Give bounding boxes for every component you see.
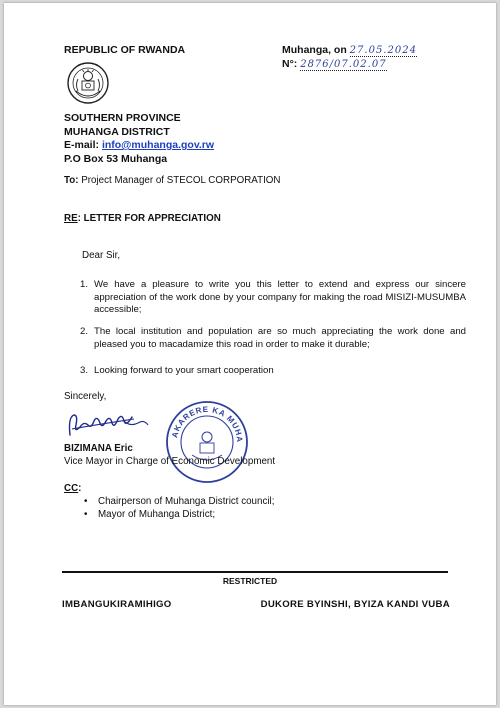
cc-item-2: • Mayor of Muhanga District; — [84, 509, 216, 520]
item-number: 3. — [80, 365, 89, 376]
email-line — [64, 139, 214, 153]
salutation: Dear Sir, — [82, 250, 121, 261]
item-text: The local institution and population are so much appreciating the work done and pleased you to macadamize this road in order to make it durable; — [94, 326, 466, 350]
reference-value: 2876/07.02.07 — [300, 59, 387, 70]
closing: Sincerely, — [64, 391, 107, 402]
cc-label: CC — [64, 483, 79, 494]
item-text: Looking forward to your smart cooperation — [94, 365, 274, 376]
date-line — [282, 44, 417, 57]
cc-colon: : — [78, 483, 82, 494]
letter-page — [4, 3, 496, 705]
republic-heading: REPUBLIC OF RWANDA — [64, 44, 186, 56]
recipient-text: Project Manager of STECOL CORPORATION — [81, 175, 281, 186]
district-name: MUHANGA DISTRICT — [64, 125, 170, 138]
subject-text: : LETTER FOR APPRECIATION — [77, 213, 221, 224]
reference-label: N°: — [282, 58, 298, 70]
footer-motto-right: DUKORE BYINSHI, BYIZA KANDI VUBA — [260, 599, 450, 610]
rwanda-coat-of-arms-icon — [66, 61, 110, 105]
item-text: We have a pleasure to write you this letter to extend and express our sincere appreciation of the work done by your company for making the road MISIZI-MUSUMBA accessible; — [94, 279, 466, 316]
date-label: Muhanga, on — [282, 44, 347, 56]
footer-rule — [62, 571, 448, 573]
cc-heading — [64, 483, 81, 494]
cc-item-text: Mayor of Muhanga District; — [98, 509, 216, 520]
signature-icon — [64, 407, 159, 443]
cc-item-text: Chairperson of Muhanga District council; — [98, 496, 275, 507]
email-label: E-mail: — [64, 139, 100, 151]
official-stamp-icon — [164, 399, 250, 485]
signatory-title: Vice Mayor in Charge of Economic Development — [64, 456, 276, 467]
footer-motto-left: IMBANGUKIRAMIHIGO — [62, 599, 172, 610]
item-number: 2. — [80, 326, 89, 337]
signatory-name: BIZIMANA Eric — [64, 443, 133, 454]
subject-line — [64, 213, 221, 224]
reference-line — [282, 58, 387, 71]
subject-label: RE — [64, 213, 78, 224]
recipient-label: To: — [64, 175, 79, 186]
recipient-line — [64, 175, 281, 186]
sender-block — [64, 112, 214, 166]
stamp-text: AKARERE KA MUHA — [170, 404, 245, 444]
item-number: 1. — [80, 279, 89, 290]
po-box: P.O Box 53 Muhanga — [64, 152, 168, 165]
email-link[interactable]: info@muhanga.gov.rw — [101, 139, 215, 151]
date-value: 27.05.2024 — [349, 45, 417, 56]
province-name: SOUTHERN PROVINCE — [64, 112, 181, 124]
classification-label: RESTRICTED — [222, 576, 278, 586]
cc-item-1: • Chairperson of Muhanga District council; — [84, 496, 275, 507]
